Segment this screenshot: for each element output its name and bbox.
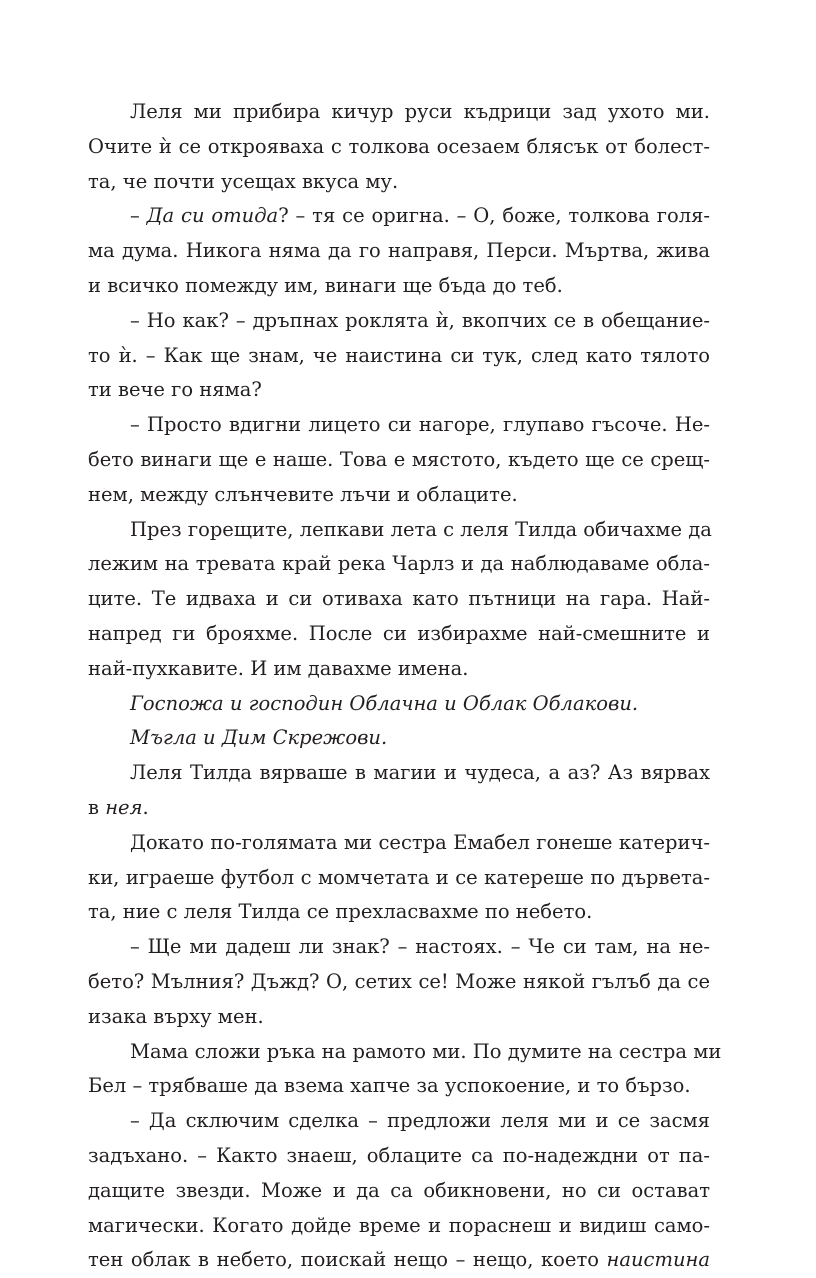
text-line: магически. Когато дойде време и пораснеш и видиш само- [88, 1213, 710, 1237]
text-line: Бел – трябваше да взема хапче за успокоение, и то бързо. [88, 1074, 691, 1098]
text-line: нем, между слънчевите лъчи и облаците. [88, 482, 518, 506]
text-line: ма дума. Никога няма да го направя, Перси. Мъртва, жива [88, 239, 710, 263]
text-line: та, ние с леля Тилда се прехласвахме по небето. [88, 900, 593, 924]
text-line: най-пухкавите. И им давахме имена. [88, 656, 469, 680]
text-line: то ѝ. – Как ще знам, че наистина си тук, след като тялото [88, 343, 710, 367]
text-line: – Ще ми дадеш ли знак? – настоях. – Че си там, на не- [130, 935, 710, 959]
text-span: ? – тя се оригна. – О, боже, толкова голя- [278, 204, 711, 228]
text-line: изака върху мен. [88, 1004, 264, 1028]
text-line: ти вече го няма? [88, 378, 262, 402]
body-text [88, 95, 722, 1278]
italic-text-span: Мъгла и Дим Скрежови. [130, 726, 388, 750]
text-line [88, 687, 710, 722]
text-line: напред ги брояхме. После си избирахме най-смешните и [88, 621, 710, 645]
text-span: . [142, 795, 149, 819]
text-line: През горещите, лепкави лета с леля Тилда обичахме да [130, 517, 712, 541]
text-line: ците. Те идваха и си отиваха като пътници на гара. Най- [88, 587, 710, 611]
text-line: Леля ми прибира кичур руси къдрици зад ухото ми. [130, 100, 710, 123]
text-span: в [88, 795, 106, 819]
text-line: и всичко помежду им, винаги ще бъда до теб. [88, 273, 563, 297]
italic-text-span: наистина [606, 1248, 710, 1272]
text-line: бето? Мълния? Дъжд? О, сетих се! Може някой гълъб да се [88, 969, 710, 993]
text-line: Мама сложи ръка на рамото ми. По думите на сестра ми [130, 1039, 722, 1063]
text-line: – Просто вдигни лицето си нагоре, глупаво гъсоче. Не- [130, 413, 710, 437]
text-line: та, че почти усещах вкуса му. [88, 169, 399, 193]
text-line [88, 199, 710, 234]
text-line: задъхано. – Както знаеш, облаците са по-надеждни от па- [88, 1143, 710, 1167]
text-line: – Да сключим сделка – предложи леля ми и се засмя [130, 1109, 710, 1133]
italic-text-span: Госпожа и господин Облачна и Облак Облакови. [130, 691, 639, 715]
text-line: Леля Тилда вярваше в магии и чудеса, а аз? Аз вярвах [130, 761, 710, 785]
text-span: – [130, 204, 147, 228]
text-line: ки, играеше футбол с момчетата и се катереше по дървета- [88, 865, 710, 889]
text-line: лежим на тревата край река Чарлз и да наблюдаваме обла- [88, 552, 710, 576]
text-span: тен облак в небето, поискай нещо – нещо, което [88, 1248, 607, 1272]
text-line: Очите ѝ се открояваха с толкова осезаем блясък от болест- [88, 134, 710, 158]
text-line [88, 791, 710, 826]
text-line [88, 1243, 710, 1278]
italic-text-span: Да си отида [146, 204, 279, 228]
text-line [88, 721, 710, 756]
text-line: бето винаги ще е наше. Това е мястото, където ще се срещ- [88, 447, 710, 471]
text-line: Докато по-голямата ми сестра Емабел гонеше катерич- [130, 830, 710, 854]
text-line: дащите звезди. Може и да са обикновени, но си остават [88, 1178, 710, 1202]
italic-text-span: нея [105, 795, 143, 819]
text-line: – Но как? – дръпнах роклята ѝ, вкопчих се в обещание- [130, 308, 710, 332]
